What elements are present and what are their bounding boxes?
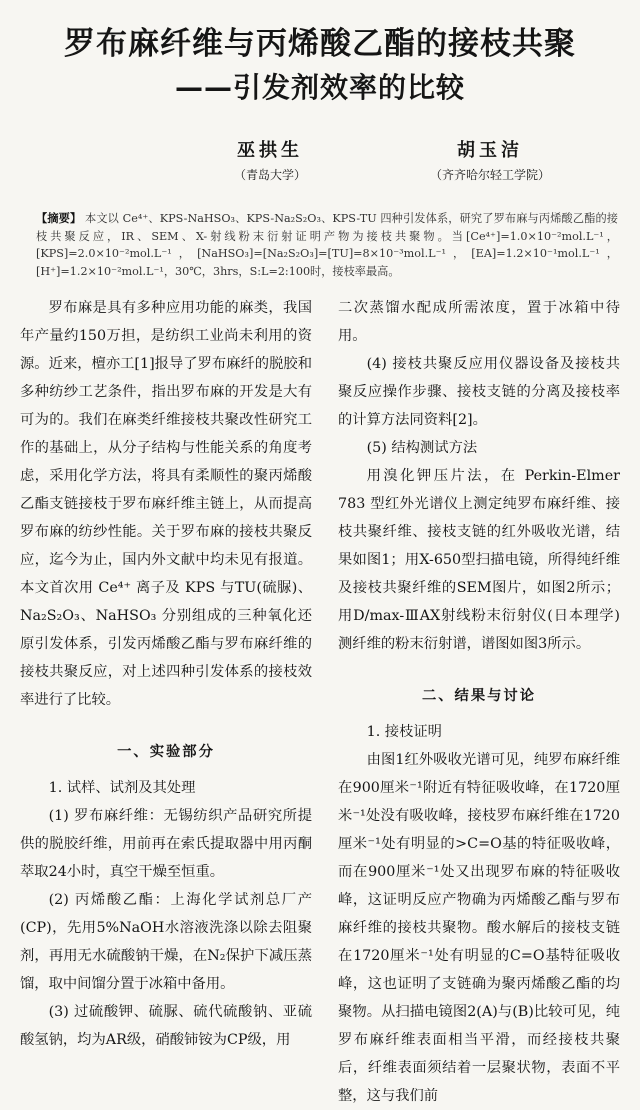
body-paragraph: (4) 接枝共聚反应用仪器设备及接枝共聚反应操作步骤、接枝支链的分离及接枝率的计算方法同资料[2]。 <box>338 356 620 428</box>
body-paragraph: 用溴化钾压片法，在 Perkin-Elmer 783 型红外光谱仪上测定纯罗布麻纤维、接枝共聚纤维、接枝支链的红外吸收光谱，结果如图1；用X-650型扫描电镜，所得纯纤维及接枝共聚纤维的SEM图片，如图2所示；用D/max-ⅢAX射线粉末衍射仪(日本理学)测纤维的粉末衍射谱，谱图如图3所示。 <box>338 468 620 652</box>
abstract <box>36 210 618 280</box>
body-paragraph: 1. 试样、试剂及其处理 <box>48 780 196 796</box>
author-2 <box>370 136 610 183</box>
body-paragraph: 二次蒸馏水配成所需浓度，置于冰箱中待用。 <box>338 300 620 344</box>
right-column <box>338 294 620 1110</box>
author-affiliation: （齐齐哈尔轻工学院） <box>429 168 550 182</box>
author-name: 巫拱生 <box>237 140 303 161</box>
author-name: 胡玉洁 <box>457 140 523 161</box>
body-paragraph: 1. 接枝证明 <box>366 724 442 740</box>
paper-title: 罗布麻纤维与丙烯酸乙酯的接枝共聚 <box>64 26 576 62</box>
author-1 <box>200 136 340 183</box>
abstract-label: 【摘要】 <box>36 211 82 225</box>
section-heading: 一、实验部分 <box>117 744 215 760</box>
body-paragraph: (5) 结构测试方法 <box>366 440 478 456</box>
left-column <box>20 294 312 1054</box>
body-paragraph: 罗布麻是具有多种应用功能的麻类，我国年产量约150万担，是纺织工业尚未利用的资源。近来，檀亦工[1]报导了罗布麻纤的脱胶和多种纺纱工艺条件，指出罗布麻的开发是大有可为的。我们在麻类纤维接枝共聚改性研究工作的基础上，从分子结构与性能关系的角度考虑，采用化学方法，将具有柔顺性的聚丙烯酸乙酯支链接枝于罗布麻纤维主链上，从而提高罗布麻的纺纱性能。关于罗布麻的接枝共聚反应，迄今为止，国内外文献中均未见有报道。本文首次用 Ce⁴⁺ 离子及 KPS 与TU(硫脲)、Na₂S₂O₃、NaHSO₃ 分别组成的三种氧化还原引发体系，引发丙烯酸乙酯与罗布麻纤维的接枝共聚反应，对上述四种引发体系的接枝效率进行了比较。 <box>20 300 312 708</box>
paper-subtitle: ——引发剂效率的比较 <box>174 71 465 104</box>
body-paragraph: (3) 过硫酸钾、硫脲、硫代硫酸钠、亚硫酸氢钠，均为AR级，硝酸铈铵为CP级，用 <box>20 1004 312 1048</box>
body-paragraph: 由图1红外吸收光谱可见，纯罗布麻纤维在900厘米⁻¹附近有特征吸收峰，在1720厘米⁻¹处没有吸收峰，接枝罗布麻纤维在1720厘米⁻¹处有明显的>C=O基的特征吸收峰，而在900厘米⁻¹处又出现罗布麻的特征吸收峰，这证明反应产物确为丙烯酸乙酯与罗布麻纤维的接枝共聚物。酸水解后的接枝支链在1720厘米⁻¹处有明显的C=O基特征吸收峰，这也证明了支链确为聚丙烯酸乙酯的均聚物。从扫描电镜图2(A)与(B)比较可见，纯罗布麻纤维表面相当平滑，而经接枝共聚后，纤维表面须结着一层聚状物，表面不平整，这与我们前 <box>338 752 620 1104</box>
body-paragraph: (2) 丙烯酸乙酯：上海化学试剂总厂产(CP)，先用5%NaOH水溶液洗涤以除去阻聚剂，再用无水硫酸钠干燥，在N₂保护下减压蒸馏，取中间馏分置于冰箱中备用。 <box>20 892 312 992</box>
section-heading: 二、结果与讨论 <box>421 688 537 704</box>
author-affiliation: （青岛大学） <box>233 168 306 182</box>
abstract-text: 本文以 Ce⁴⁺、KPS-NaHSO₃、KPS-Na₂S₂O₃、KPS-TU 四种引发体系，研究了罗布麻与丙烯酸乙酯的接枝共聚反应，IR、SEM、X-射线粉末衍射证明产物为接枝共聚物。当[Ce⁴⁺]=1.0×10⁻²mol.L⁻¹，[KPS]=2.0×10⁻²mol.L⁻¹，[NaHSO₃]=[Na₂S₂O₃]=[TU]=8×10⁻³mol.L⁻¹，[EA]=1.2×10⁻¹mol.L⁻¹，[H⁺]=1.2×10⁻²mol.L⁻¹，30℃，3hrs，S:L=2:100时，接枝率最高。 <box>36 212 618 278</box>
body-paragraph: (1) 罗布麻纤维：无锡纺织产品研究所提供的脱胶纤维，用前再在索氏提取器中用丙酮萃取24小时，真空干燥至恒重。 <box>20 808 312 880</box>
